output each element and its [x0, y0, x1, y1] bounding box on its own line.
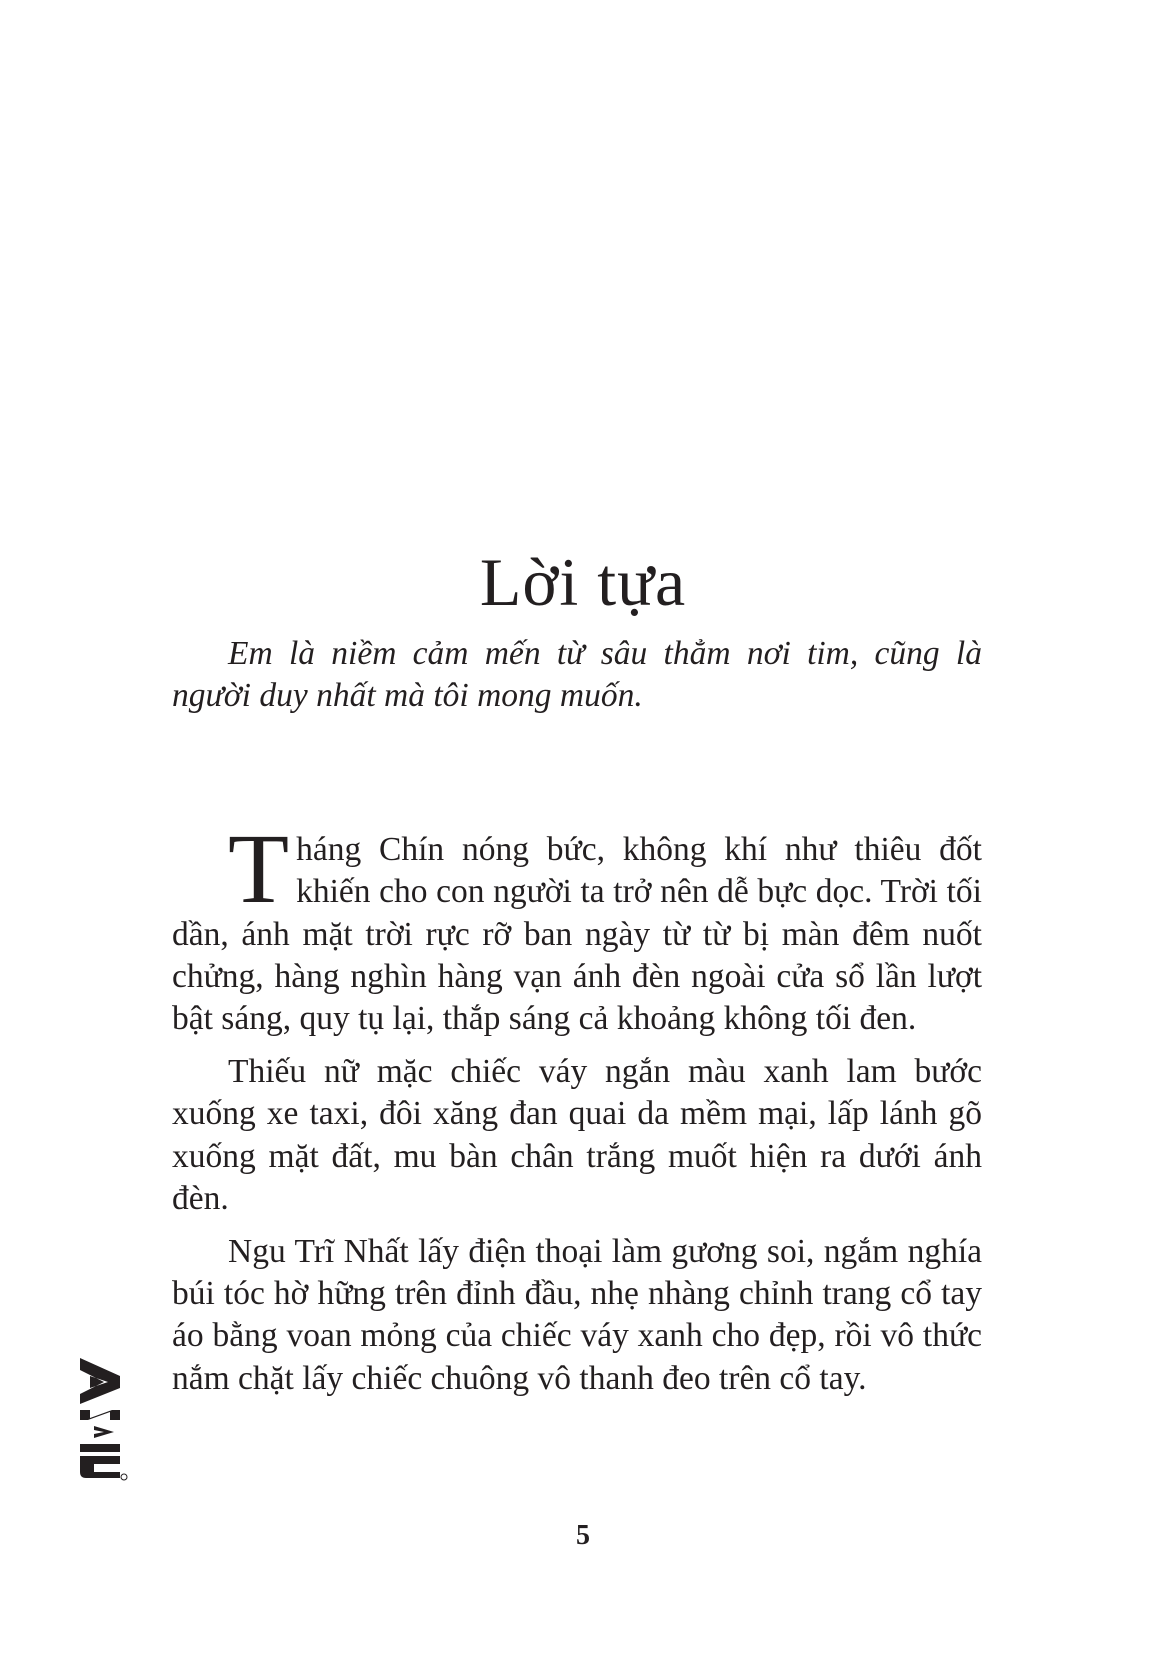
epigraph: Em là niềm cảm mến từ sâu thẳm nơi tim, cũng là người duy nhất mà tôi mong muốn.: [172, 635, 982, 715]
publisher-logo-icon: [74, 1352, 130, 1482]
chapter-title: Lời tựa: [479, 544, 687, 620]
page-number: 5: [576, 1520, 590, 1551]
paragraph-1-text: háng Chín nóng bức, không khí như thiêu đốt khiến cho con người ta trở nên dễ bực dọc. Trời tối dần, ánh mặt trời rực rỡ ban ngày từ từ bị màn đêm nuốt chửng, hàng nghìn hàng vạn ánh đèn ngoài cửa sổ lần lượt bật sáng, quy tụ lại, thắp sáng cả khoảng không tối đen.: [172, 831, 982, 1038]
body-text: [172, 813, 982, 1410]
paragraph-3: Ngu Trĩ Nhất lấy điện thoại làm gương soi, ngắm nghía búi tóc hờ hững trên đỉnh đầu, nhẹ nhàng chỉnh trang cổ tay áo bằng voan mỏng của chiếc váy xanh cho đẹp, rồi vô thức nắm chặt lấy chiếc chuông vô thanh đeo trên cổ tay.: [172, 1232, 982, 1397]
paragraph-1: [172, 813, 982, 1040]
drop-cap: T: [228, 813, 290, 924]
publisher-logo-graphic: [74, 1352, 130, 1482]
paragraph-2: Thiếu nữ mặc chiếc váy ngắn màu xanh lam bước xuống xe taxi, đôi xăng đan quai da mềm mại, lấp lánh gõ xuống mặt đất, mu bàn chân trắng muốt hiện ra dưới ánh đèn.: [172, 1052, 982, 1217]
